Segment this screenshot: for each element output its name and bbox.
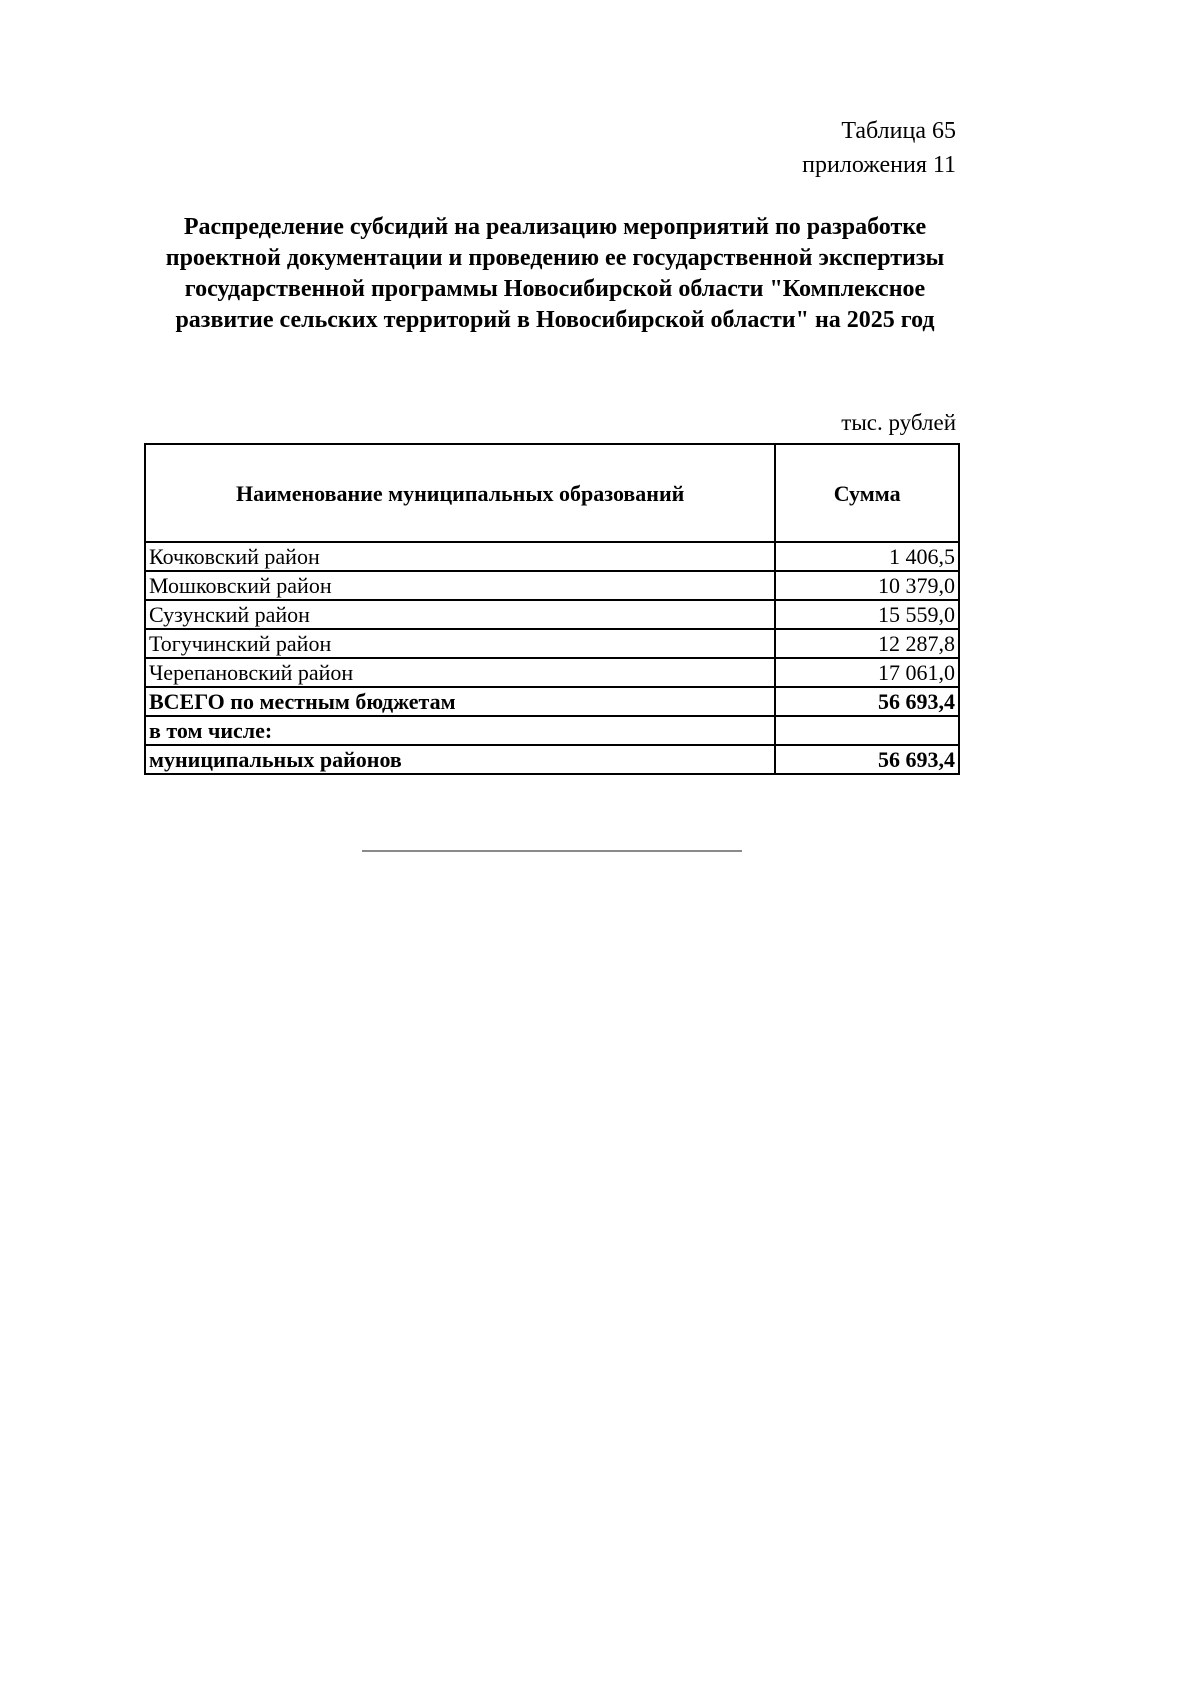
document-title [140, 212, 970, 336]
row-name: Мошковский район [145, 571, 775, 600]
row-amount: 56 693,4 [775, 745, 959, 774]
table-row [145, 658, 959, 687]
row-name: Черепановский район [145, 658, 775, 687]
row-name: в том числе: [145, 716, 775, 745]
row-amount: 10 379,0 [775, 571, 959, 600]
table-header-row [145, 444, 959, 542]
table-row [145, 629, 959, 658]
table-number: Таблица 65 [841, 118, 956, 144]
row-name: Кочковский район [145, 542, 775, 571]
row-name: Сузунский район [145, 600, 775, 629]
end-separator-line [362, 850, 742, 852]
title-line: Распределение субсидий на реализацию мероприятий по разработке [183, 214, 927, 240]
row-amount: 17 061,0 [775, 658, 959, 687]
row-name: муниципальных районов [145, 745, 775, 774]
row-name: Тогучинский район [145, 629, 775, 658]
table-row-including [145, 716, 959, 745]
table-row [145, 542, 959, 571]
table-row [145, 600, 959, 629]
column-header-sum: Сумма [775, 444, 959, 542]
table-row-total [145, 687, 959, 716]
title-line: развитие сельских территорий в Новосибирской области" на 2025 год [175, 307, 935, 333]
row-amount: 15 559,0 [775, 600, 959, 629]
table-row-municipal-districts [145, 745, 959, 774]
row-amount: 12 287,8 [775, 629, 959, 658]
row-amount: 1 406,5 [775, 542, 959, 571]
column-header-name: Наименование муниципальных образований [145, 444, 775, 542]
row-name: ВСЕГО по местным бюджетам [145, 687, 775, 716]
title-line: проектной документации и проведению ее государственной экспертизы [165, 245, 945, 271]
table-row [145, 571, 959, 600]
units-label: тыс. рублей [841, 410, 956, 435]
appendix-number: приложения 11 [802, 152, 956, 178]
title-line: государственной программы Новосибирской области "Комплексное [184, 276, 926, 302]
row-amount [775, 716, 959, 745]
table-body [145, 542, 959, 774]
table-reference [802, 114, 956, 182]
subsidy-table [144, 443, 960, 775]
row-amount: 56 693,4 [775, 687, 959, 716]
